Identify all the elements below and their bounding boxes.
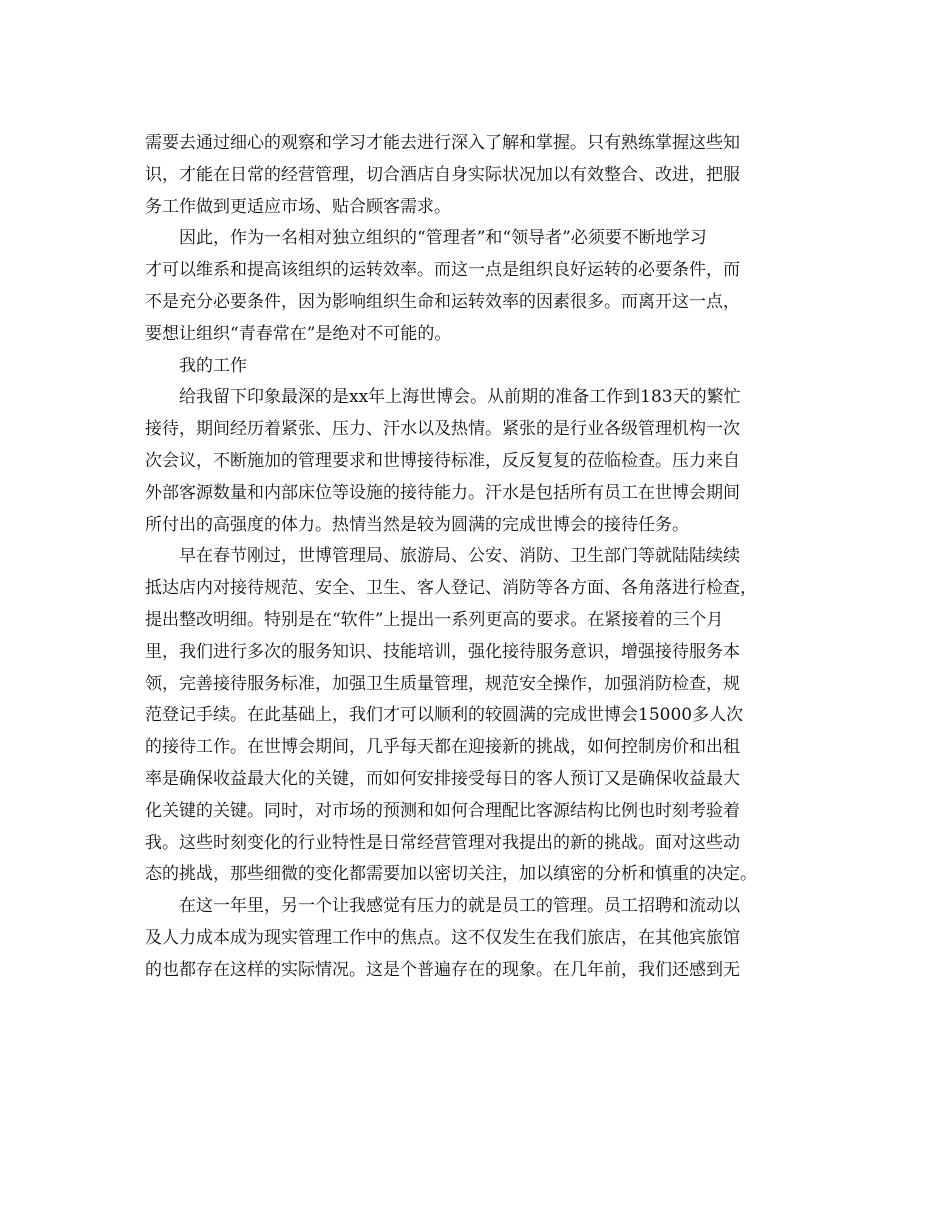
text-line: 接待，期间经历着紧张、压力、汗水以及热情。紧张的是行业各级管理机构一次	[145, 419, 740, 440]
text-line: 态的挑战，那些细微的变化都需要加以密切关注，加以缜密的分析和慎重的决定。	[145, 864, 757, 885]
text-line: 不是充分必要条件，因为影响组织生命和运转效率的因素很多。而离开这一点，	[145, 291, 740, 312]
text-line: 所付出的高强度的体力。热情当然是较为圆满的完成世博会的接待任务。	[145, 514, 689, 535]
text-line: 给我留下印象最深的是xx年上海世博会。从前期的准备工作到183天的繁忙	[179, 387, 741, 408]
text-line: 次会议，不断施加的管理要求和世博接待标准，反反复复的莅临检查。压力来自	[145, 450, 740, 471]
text-line: 及人力成本成为现实管理工作中的焦点。这不仅发生在我们旅店，在其他宾旅馆	[145, 927, 740, 948]
text-line: 范登记手续。在此基础上，我们才可以顺利的较圆满的完成世博会15000多人次	[145, 705, 744, 726]
text-line: 的接待工作。在世博会期间，几乎每天都在迎接新的挑战，如何控制房价和出租	[145, 737, 740, 758]
text-line: 我。这些时刻变化的行业特性是日常经营管理对我提出的新的挑战。面对这些动	[145, 832, 740, 853]
text-line: 早在春节刚过，世博管理局、旅游局、公安、消防、卫生部门等就陆陆续续	[179, 546, 740, 567]
text-line: 在这一年里，另一个让我感觉有压力的就是员工的管理。员工招聘和流动以	[179, 896, 740, 917]
text-line: 外部客源数量和内部床位等设施的接待能力。汗水是包括所有员工在世博会期间	[145, 482, 740, 503]
text-line: 提出整改明细。特别是在“软件”上提出一系列更高的要求。在紧接着的三个月	[145, 609, 724, 630]
paragraph	[145, 223, 805, 350]
text-line: 才可以维系和提高该组织的运转效率。而这一点是组织良好运转的必要条件，而	[145, 260, 740, 281]
text-line: 率是确保收益最大化的关键，而如何安排接受每日的客人预订又是确保收益最大	[145, 768, 740, 789]
text-line: 的也都存在这样的实际情况。这是个普遍存在的现象。在几年前，我们还感到无	[145, 959, 740, 980]
document-body	[145, 128, 805, 987]
paragraph	[145, 541, 805, 891]
text-line: 里，我们进行多次的服务知识、技能培训，强化接待服务意识，增强接待服务本	[145, 641, 740, 662]
text-line: 需要去通过细心的观察和学习才能去进行深入了解和掌握。只有熟练掌握这些知	[145, 133, 740, 153]
text-line: 要想让组织“青春常在”是绝对不可能的。	[145, 323, 452, 344]
text-line: 务工作做到更适应市场、贴合顾客需求。	[145, 196, 451, 217]
paragraph	[145, 128, 805, 223]
text-line: 领，完善接待服务标准，加强卫生质量管理，规范安全操作，加强消防检查，规	[145, 673, 740, 694]
paragraph	[145, 351, 805, 383]
paragraph	[145, 891, 805, 986]
text-line: 抵达店内对接待规范、安全、卫生、客人登记、消防等各方面、各角落进行检查，	[145, 578, 757, 599]
text-line: 识，才能在日常的经营管理，切合酒店自身实际状况加以有效整合、改进，把服	[145, 164, 740, 185]
text-line: 化关键的关键。同时，对市场的预测和如何合理配比客源结构比例也时刻考验着	[145, 800, 740, 821]
paragraph	[145, 382, 805, 541]
text-line: 我的工作	[179, 355, 247, 376]
text-line: 因此，作为一名相对独立组织的“管理者”和“领导者”必须要不断地学习	[179, 228, 707, 249]
